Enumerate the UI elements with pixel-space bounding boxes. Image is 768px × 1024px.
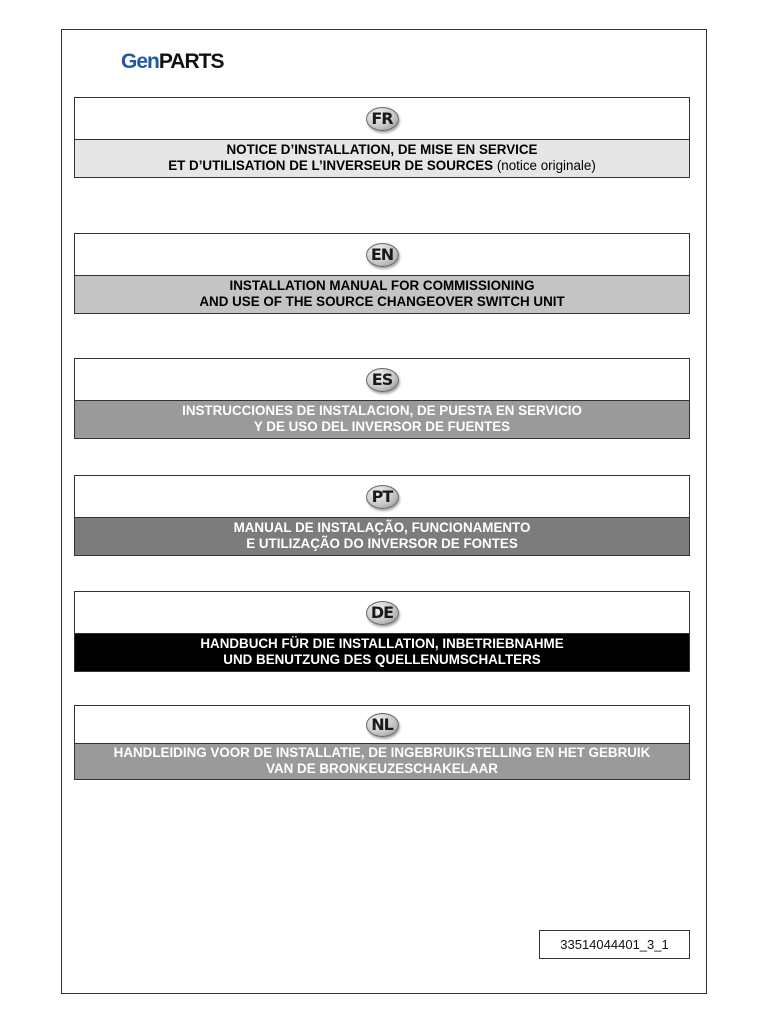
logo-gen: Gen: [121, 50, 159, 73]
section-fr-line2: ET D’UTILISATION DE L’INVERSEUR DE SOURCES: [168, 158, 494, 173]
section-de: [74, 591, 690, 672]
section-nl-line1: HANDLEIDING VOOR DE INSTALLATIE, DE INGEBRUIKSTELLING EN HET GEBRUIK: [113, 745, 651, 760]
section-nl-header: [75, 706, 689, 743]
language-badge-nl-icon: NL: [366, 713, 399, 737]
section-fr-note: (notice originale): [496, 158, 596, 173]
section-nl-title: [75, 743, 689, 779]
section-pt: [74, 475, 690, 556]
section-es: [74, 358, 690, 439]
section-nl-line2: VAN DE BRONKEUZESCHAKELAAR: [266, 761, 498, 776]
section-en-header: [75, 234, 689, 275]
section-de-title: [75, 633, 689, 671]
section-en-line1: INSTALLATION MANUAL FOR COMMISSIONING: [229, 278, 535, 293]
language-badge-de-icon: DE: [366, 601, 399, 625]
section-pt-line2: E UTILIZAÇÃO DO INVERSOR DE FONTES: [246, 536, 518, 551]
section-de-line2: UND BENUTZUNG DES QUELLENUMSCHALTERS: [223, 652, 541, 667]
language-badge-es-icon: ES: [366, 368, 399, 392]
section-fr-line1: NOTICE D’INSTALLATION, DE MISE EN SERVICE: [226, 142, 538, 157]
section-es-header: [75, 359, 689, 400]
section-es-title: [75, 400, 689, 438]
section-de-header: [75, 592, 689, 633]
section-de-line1: HANDBUCH FÜR DIE INSTALLATION, INBETRIEBNAHME: [200, 636, 564, 651]
language-badge-en-icon: EN: [366, 243, 399, 267]
section-es-line1: INSTRUCCIONES DE INSTALACION, DE PUESTA EN SERVICIO: [182, 403, 582, 418]
section-pt-line1: MANUAL DE INSTALAÇÃO, FUNCIONAMENTO: [233, 520, 531, 535]
section-nl: [74, 705, 690, 780]
section-en-line2: AND USE OF THE SOURCE CHANGEOVER SWITCH UNIT: [199, 294, 565, 309]
section-fr-title: [75, 139, 689, 177]
section-fr-header: [75, 98, 689, 139]
genparts-logo: [121, 50, 223, 74]
logo-parts: PARTS: [158, 50, 224, 73]
section-en: [74, 233, 690, 314]
document-number: 33514044401_3_1: [539, 930, 690, 959]
section-en-title: [75, 275, 689, 313]
section-pt-header: [75, 476, 689, 517]
section-pt-title: [75, 517, 689, 555]
section-fr-line2-wrap: [75, 158, 689, 174]
language-badge-fr-icon: FR: [366, 107, 399, 131]
section-es-line2: Y DE USO DEL INVERSOR DE FUENTES: [253, 419, 511, 434]
section-fr: [74, 97, 690, 178]
language-badge-pt-icon: PT: [366, 485, 399, 509]
